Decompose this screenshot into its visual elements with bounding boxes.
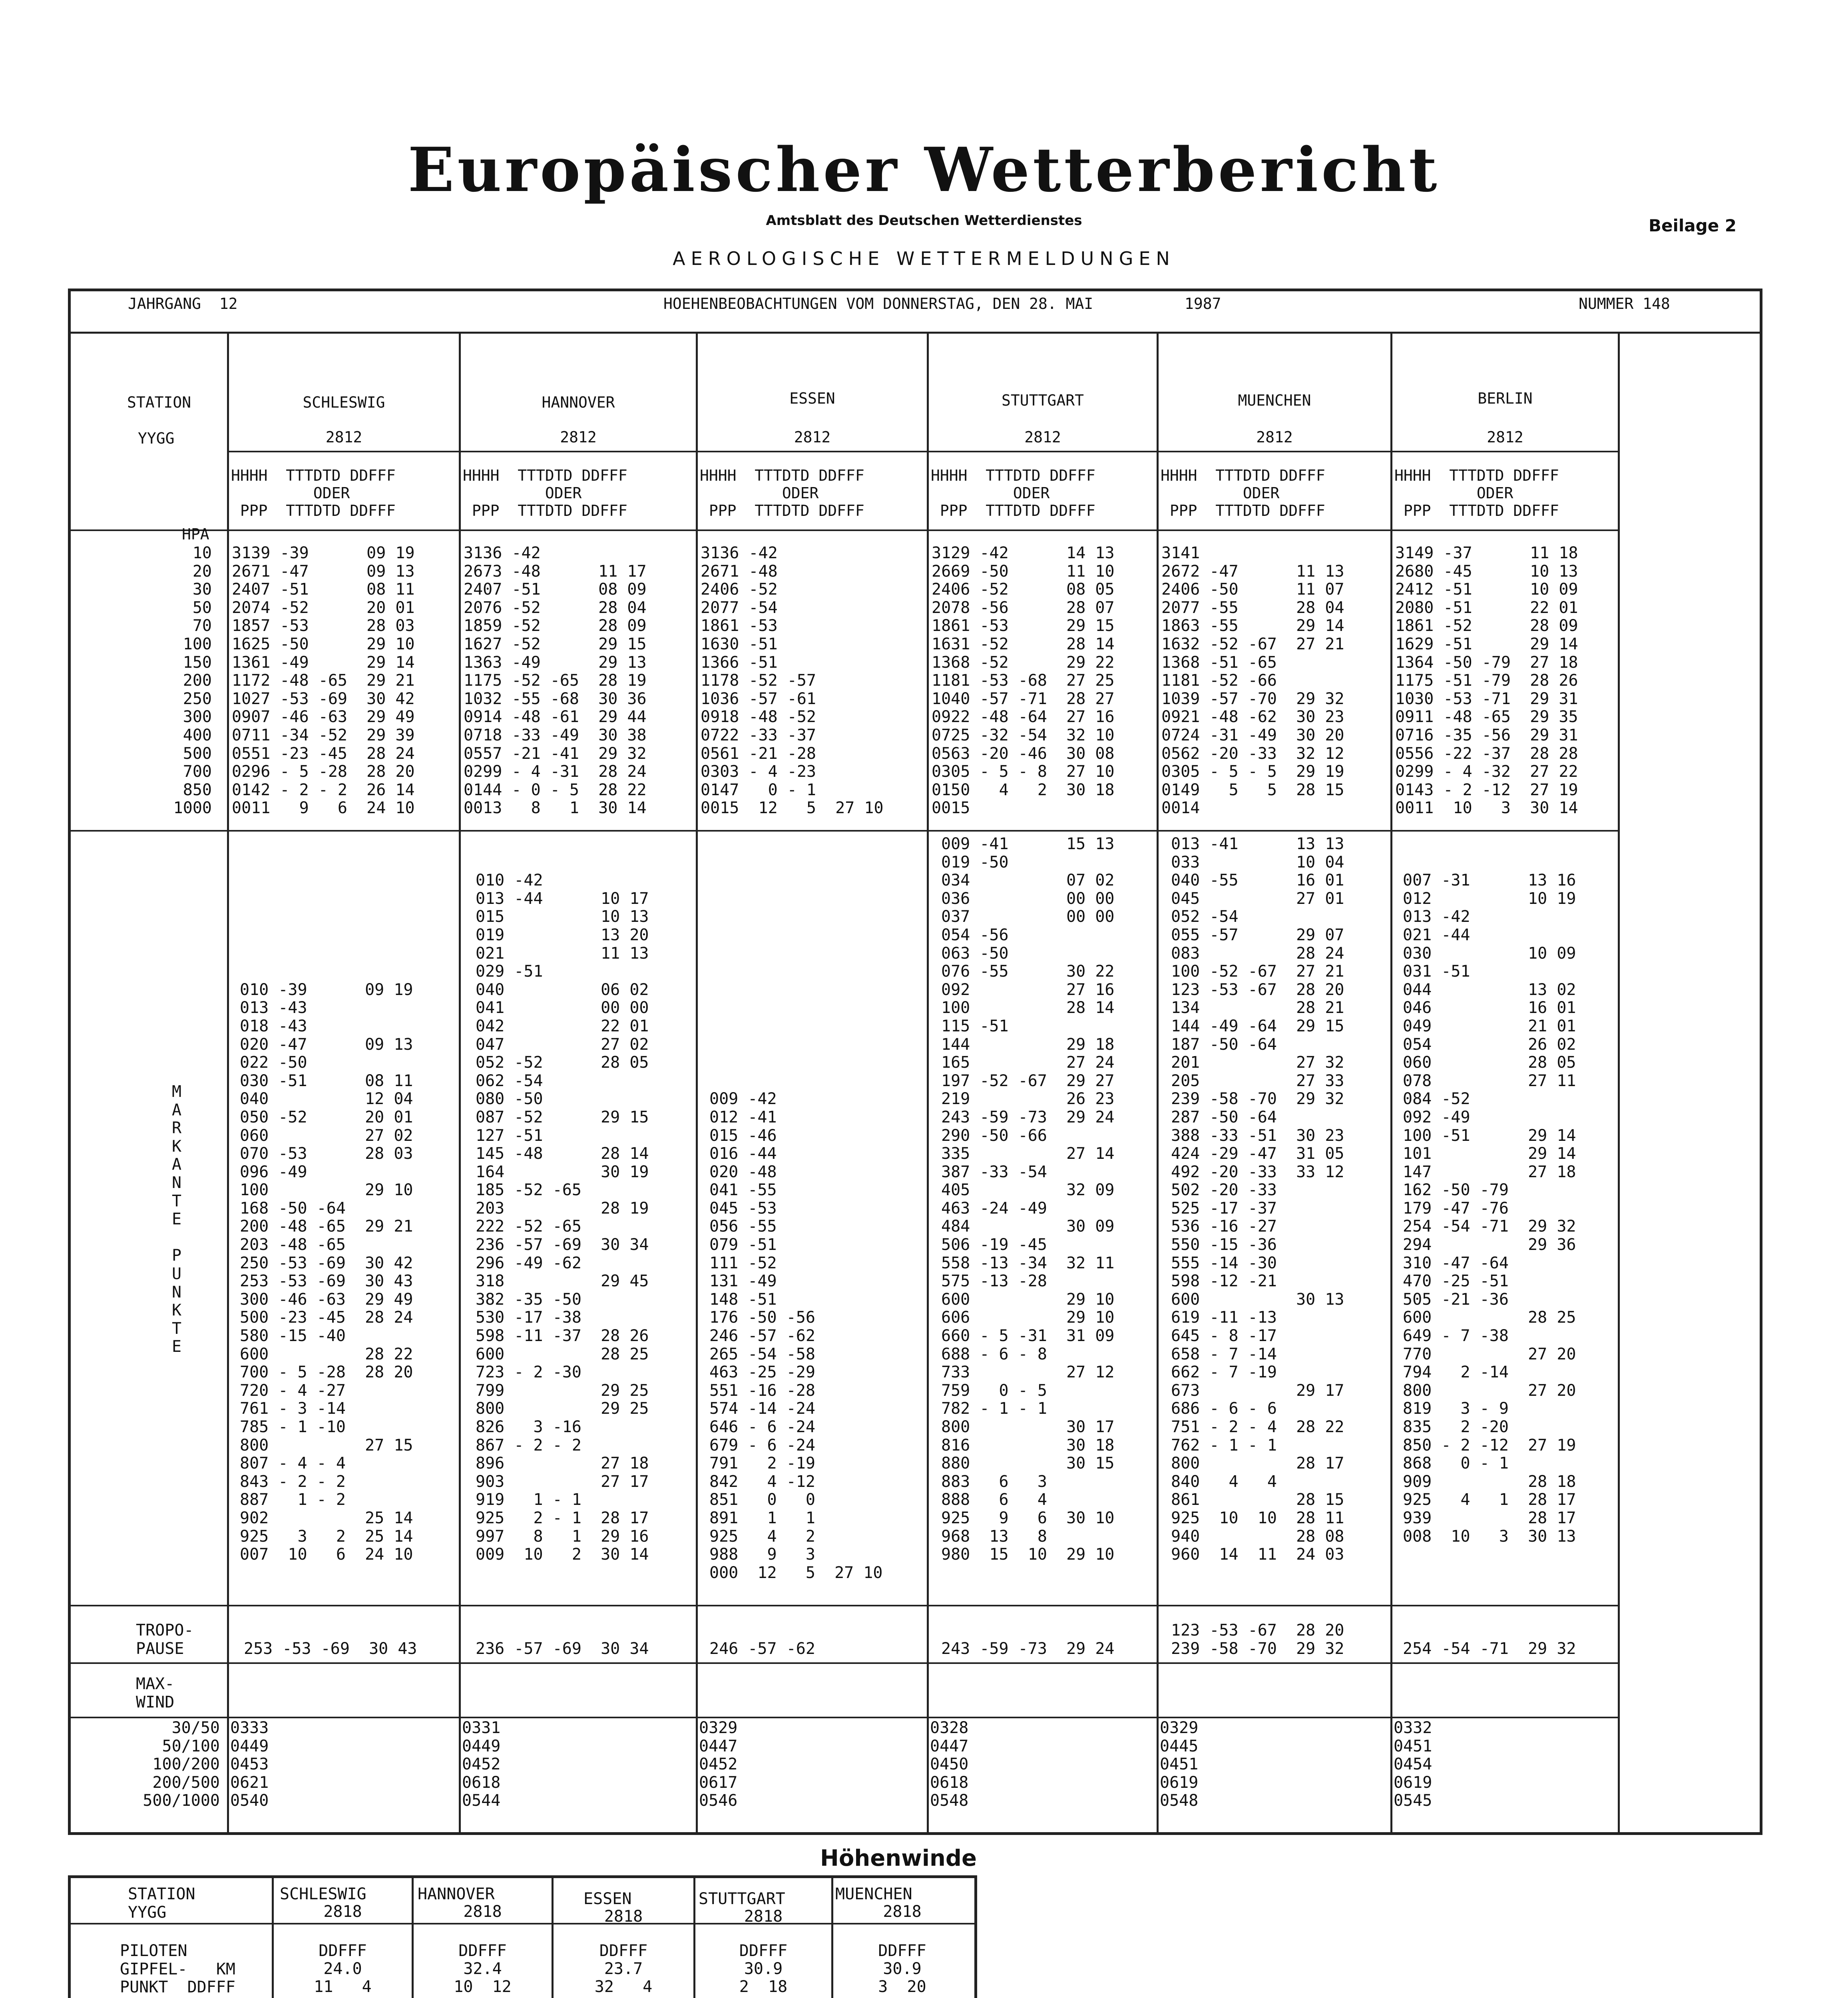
piloten-head: DDFFF xyxy=(599,1942,648,1960)
station-name: BERLIN xyxy=(1478,390,1533,407)
maxwind-muenchen: 0329 0445 0451 0619 0548 xyxy=(1160,1719,1199,1810)
maxwind-berlin: 0332 0451 0454 0619 0545 xyxy=(1394,1719,1432,1810)
station-yygg: 2812 xyxy=(1487,428,1523,446)
observation-date: HOEHENBEOBACHTUNGEN VOM DONNERSTAG, DEN 28. MAI 1987 xyxy=(663,295,1221,312)
sig-levels-hannover: 010 -42 013 -44 10 17 015 10 13 019 13 20 021 11 13 029 -51 040 06 02 041 00 00 042 22 01 047 27 02 052 -52 28 05 062 -54 080 -50 087 -52 29 15 127 -51 145 -48 28 14 164 30 19 185 -52 -65 203 28 19 222 -52 -65 236 -57 -69 30 34 296 -49 -62 318 29 45 382 -35 -50 530 -17 -38 598 -11 -37 28 26 600 28 25 723 - 2 -30 799 29 25 800 29 25 826 3 -16 867 - 2 - 2 896 27 18 903 27 17 919 1 - 1 925 2 - 1 28 17 997 8 1 29 16 009 10 2 30 14 xyxy=(476,871,649,1564)
piloten-km: 23.7 xyxy=(604,1960,643,1978)
hw-station: SCHLESWIG xyxy=(280,1885,366,1903)
piloten-ddfff: 3 20 xyxy=(878,1978,926,1996)
maxwind-essen: 0329 0447 0452 0617 0546 xyxy=(699,1719,738,1810)
station-yygg: 2812 xyxy=(325,428,362,446)
hw-yygg: 2818 xyxy=(744,1907,783,1926)
piloten-head: DDFFF xyxy=(878,1942,926,1960)
piloten-ddfff: 32 4 xyxy=(594,1978,653,1996)
column-header: HHHH TTTDTD DDFFF ODER PPP TTTDTD DDFFF xyxy=(463,467,627,519)
hw-yygg: 2818 xyxy=(323,1902,362,1921)
tropopause-hannover: 236 -57 -69 30 34 xyxy=(476,1640,649,1658)
col-divider xyxy=(1618,332,1620,1835)
beilage-label: Beilage 2 xyxy=(1649,216,1737,235)
jahrgang: JAHRGANG 12 xyxy=(128,295,238,312)
maxwind-label: MAX- WIND xyxy=(136,1675,175,1711)
sig-levels-muenchen: 013 -41 13 13 033 10 04 040 -55 16 01 045 27 01 052 -54 055 -57 29 07 083 28 24 100 -52 -67 27 21 123 -53 -67 28 20 134 28 21 144 -49 -64 29 15 187 -50 -64 201 27 32 205 27 33 239 -58 -70 29 32 287 -50 -64 388 -33 -51 30 23 424 -29 -47 31 05 492 -20 -33 33 12 502 -20 -33 525 -17 -37 536 -16 -27 550 -15 -36 555 -14 -30 598 -12 -21 600 30 13 619 -11 -13 645 - 8 -17 658 - 7 -14 662 - 7 -19 673 29 17 686 - 6 - 6 751 - 2 - 4 28 22 762 - 1 - 1 800 28 17 840 4 4 861 28 15 925 10 10 28 11 940 28 08 960 14 11 24 03 xyxy=(1171,835,1344,1564)
hw-yygg: 2818 xyxy=(604,1907,643,1926)
column-header: HHHH TTTDTD DDFFF ODER PPP TTTDTD DDFFF xyxy=(700,467,864,519)
station-label: STATION xyxy=(127,394,191,411)
std-levels-schleswig: 3139 -39 09 19 2671 -47 09 13 2407 -51 08 11 2074 -52 20 01 1857 -53 28 03 1625 -50 29 10 1361 -49 29 14 1172 -48 -65 29 21 1027 -53 -69 30 42 0907 -46 -63 29 49 0711 -34 -52 29 39 0551 -23 -45 28 24 0296 - 5 -28 28 20 0142 - 2 - 2 26 14 0011 9 6 24 10 xyxy=(232,544,415,818)
section-heading: AEROLOGISCHE WETTERMELDUNGEN xyxy=(673,248,1175,269)
piloten-head: DDFFF xyxy=(458,1942,507,1960)
tropopause-muenchen: 123 -53 -67 28 20 239 -58 -70 29 32 xyxy=(1171,1621,1344,1658)
piloten-ddfff: 2 18 xyxy=(739,1978,788,1996)
row-divider xyxy=(227,451,1619,452)
piloten-km: 30.9 xyxy=(883,1960,922,1978)
row-divider xyxy=(68,830,1619,832)
hw-yygg: 2818 xyxy=(463,1902,502,1921)
row-divider xyxy=(68,1605,1619,1606)
piloten-km: 24.0 xyxy=(323,1960,362,1978)
hw-station: HANNOVER xyxy=(418,1885,495,1903)
station-name: HANNOVER xyxy=(542,394,615,411)
station-yygg: 2812 xyxy=(560,428,597,446)
maxwind-hannover: 0331 0449 0452 0618 0544 xyxy=(462,1719,501,1810)
std-levels-stuttgart: 3129 -42 14 13 2669 -50 11 10 2406 -52 08 05 2078 -56 28 07 1861 -53 29 15 1631 -52 28 14 1368 -52 29 22 1181 -53 -68 27 25 1040 -57 -71 28 27 0922 -48 -64 27 16 0725 -32 -54 32 10 0563 -20 -46 30 08 0305 - 5 - 8 27 10 0150 4 2 30 18 0015 xyxy=(932,544,1115,818)
nummer: NUMMER 148 xyxy=(1579,295,1670,312)
sig-levels-schleswig: 010 -39 09 19 013 -43 018 -43 020 -47 09 13 022 -50 030 -51 08 11 040 12 04 050 -52 20 01 060 27 02 070 -53 28 03 096 -49 100 29 10 168 -50 -64 200 -48 -65 29 21 203 -48 -65 250 -53 -69 30 42 253 -53 -69 30 43 300 -46 -63 29 49 500 -23 -45 28 24 580 -15 -40 600 28 22 700 - 5 -28 28 20 720 - 4 -27 761 - 3 -14 785 - 1 -10 800 27 15 807 - 4 - 4 843 - 2 - 2 887 1 - 2 902 25 14 925 3 2 25 14 007 10 6 24 10 xyxy=(240,980,413,1564)
markante-punkte-label: M A R K A N T E P U N K T E xyxy=(172,1083,182,1356)
std-levels-berlin: 3149 -37 11 18 2680 -45 10 13 2412 -51 10 09 2080 -51 22 01 1861 -52 28 09 1629 -51 29 14 1364 -50 -79 27 18 1175 -51 -79 28 26 1030 -53 -71 29 31 0911 -48 -65 29 35 0716 -35 -56 29 31 0556 -22 -37 28 28 0299 - 4 -32 27 22 0143 - 2 -12 27 19 0011 10 3 30 14 xyxy=(1395,544,1578,818)
maxwind-layers: 30/50 50/100 100/200 200/500 500/1000 xyxy=(143,1719,220,1810)
col-divider xyxy=(696,332,698,1835)
tropopause-schleswig: 253 -53 -69 30 43 xyxy=(244,1640,417,1658)
hoehenwinde-heading: Höhenwinde xyxy=(820,1845,977,1871)
col-divider xyxy=(927,332,929,1835)
std-levels-essen: 3136 -42 2671 -48 2406 -52 2077 -54 1861 -53 1630 -51 1366 -51 1178 -52 -57 1036 -57 -61 0918 -48 -52 0722 -33 -37 0561 -21 -28 0303 - 4 -23 0147 0 - 1 0015 12 5 27 10 xyxy=(701,544,884,818)
station-yygg: 2812 xyxy=(1256,428,1293,446)
hw-station: MUENCHEN xyxy=(835,1885,912,1903)
col-divider xyxy=(1157,332,1159,1835)
hw-station: STUTTGART xyxy=(699,1890,785,1908)
piloten-km: 30.9 xyxy=(744,1960,783,1978)
row-divider xyxy=(68,529,1619,531)
column-header: HHHH TTTDTD DDFFF ODER PPP TTTDTD DDFFF xyxy=(231,467,396,519)
hw-yygg: 2818 xyxy=(883,1902,922,1921)
column-header: HHHH TTTDTD DDFFF ODER PPP TTTDTD DDFFF xyxy=(1394,467,1559,519)
page-subtitle: Amtsblatt des Deutschen Wetterdienstes xyxy=(766,213,1082,229)
row-divider xyxy=(68,1717,1619,1718)
piloten-head: DDFFF xyxy=(739,1942,788,1960)
station-name: MUENCHEN xyxy=(1238,392,1311,409)
station-name: SCHLESWIG xyxy=(303,394,385,411)
page-title: Europäischer Wetterbericht xyxy=(408,134,1440,205)
piloten-head: DDFFF xyxy=(319,1942,367,1960)
col-divider xyxy=(1390,332,1392,1835)
station-yygg: 2812 xyxy=(794,428,831,446)
hw-station: ESSEN xyxy=(583,1890,632,1908)
col-divider xyxy=(227,332,229,1835)
piloten-ddfff: 11 4 xyxy=(314,1978,372,1996)
tropopause-stuttgart: 243 -59 -73 29 24 xyxy=(941,1640,1115,1658)
column-header: HHHH TTTDTD DDFFF ODER PPP TTTDTD DDFFF xyxy=(1161,467,1325,519)
column-header: HHHH TTTDTD DDFFF ODER PPP TTTDTD DDFFF xyxy=(931,467,1095,519)
tropopause-berlin: 254 -54 -71 29 32 xyxy=(1403,1640,1576,1658)
station-name: ESSEN xyxy=(789,390,835,407)
yygg-label: YYGG xyxy=(138,430,175,447)
row-divider xyxy=(68,1923,977,1924)
hpa-label: HPA xyxy=(182,525,209,543)
std-levels-hannover: 3136 -42 2673 -48 11 17 2407 -51 08 09 2076 -52 28 04 1859 -52 28 09 1627 -52 29 15 1363 -49 29 13 1175 -52 -65 28 19 1032 -55 -68 30 36 0914 -48 -61 29 44 0718 -33 -49 30 38 0557 -21 -41 29 32 0299 - 4 -31 28 24 0144 - 0 - 5 28 22 0013 8 1 30 14 xyxy=(464,544,647,818)
piloten-label: PILOTEN GIPFEL- KM PUNKT DDFFF xyxy=(120,1942,235,1997)
piloten-ddfff: 10 12 xyxy=(454,1978,512,1996)
tropopause-essen: 246 -57 -62 xyxy=(709,1640,815,1658)
hw-station-label: STATION YYGG xyxy=(128,1885,195,1922)
sig-levels-berlin: 007 -31 13 16 012 10 19 013 -42 021 -44 030 10 09 031 -51 044 13 02 046 16 01 049 21 01 054 26 02 060 28 05 078 27 11 084 -52 092 -49 100 -51 29 14 101 29 14 147 27 18 162 -50 -79 179 -47 -76 254 -54 -71 29 32 294 29 36 310 -47 -64 470 -25 -51 505 -21 -36 600 28 25 649 - 7 -38 770 27 20 794 2 -14 800 27 20 819 3 - 9 835 2 -20 850 - 2 -12 27 19 868 0 - 1 909 28 18 925 4 1 28 17 939 28 17 008 10 3 30 13 xyxy=(1403,871,1576,1546)
hpa-levels: 10 20 30 50 70 100 150 200 250 300 400 500 700 850 1000 xyxy=(173,544,212,818)
tropopause-label: TROPO- PAUSE xyxy=(136,1621,194,1658)
std-levels-muenchen: 3141 2672 -47 11 13 2406 -50 11 07 2077 -55 28 04 1863 -55 29 14 1632 -52 -67 27 21 1368 -51 -65 1181 -52 -66 1039 -57 -70 29 32 0921 -48 -62 30 23 0724 -31 -49 30 20 0562 -20 -33 32 12 0305 - 5 - 5 29 19 0149 5 5 28 15 0014 xyxy=(1161,544,1344,818)
station-yygg: 2812 xyxy=(1024,428,1061,446)
infobar-divider xyxy=(68,332,1762,334)
maxwind-stuttgart: 0328 0447 0450 0618 0548 xyxy=(930,1719,969,1810)
piloten-km: 32.4 xyxy=(463,1960,502,1978)
maxwind-schleswig: 0333 0449 0453 0621 0540 xyxy=(230,1719,269,1810)
sig-levels-essen: 009 -42 012 -41 015 -46 016 -44 020 -48 041 -55 045 -53 056 -55 079 -51 111 -52 131 -49 148 -51 176 -50 -56 246 -57 -62 265 -54 -58 463 -25 -29 551 -16 -28 574 -14 -24 646 - 6 -24 679 - 6 -24 791 2 -19 842 4 -12 851 0 0 891 1 1 925 4 2 988 9 3 000 12 5 27 10 xyxy=(709,1090,883,1582)
row-divider xyxy=(68,1662,1619,1664)
sig-levels-stuttgart: 009 -41 15 13 019 -50 034 07 02 036 00 00 037 00 00 054 -56 063 -50 076 -55 30 22 092 27 16 100 28 14 115 -51 144 29 18 165 27 24 197 -52 -67 29 27 219 26 23 243 -59 -73 29 24 290 -50 -66 335 27 14 387 -33 -54 405 32 09 463 -24 -49 484 30 09 506 -19 -45 558 -13 -34 32 11 575 -13 -28 600 29 10 606 29 10 660 - 5 -31 31 09 688 - 6 - 8 733 27 12 759 0 - 5 782 - 1 - 1 800 30 17 816 30 18 880 30 15 883 6 3 888 6 4 925 9 6 30 10 968 13 8 980 15 10 29 10 xyxy=(941,835,1115,1564)
col-divider xyxy=(459,332,461,1835)
station-name: STUTTGART xyxy=(1002,392,1084,409)
